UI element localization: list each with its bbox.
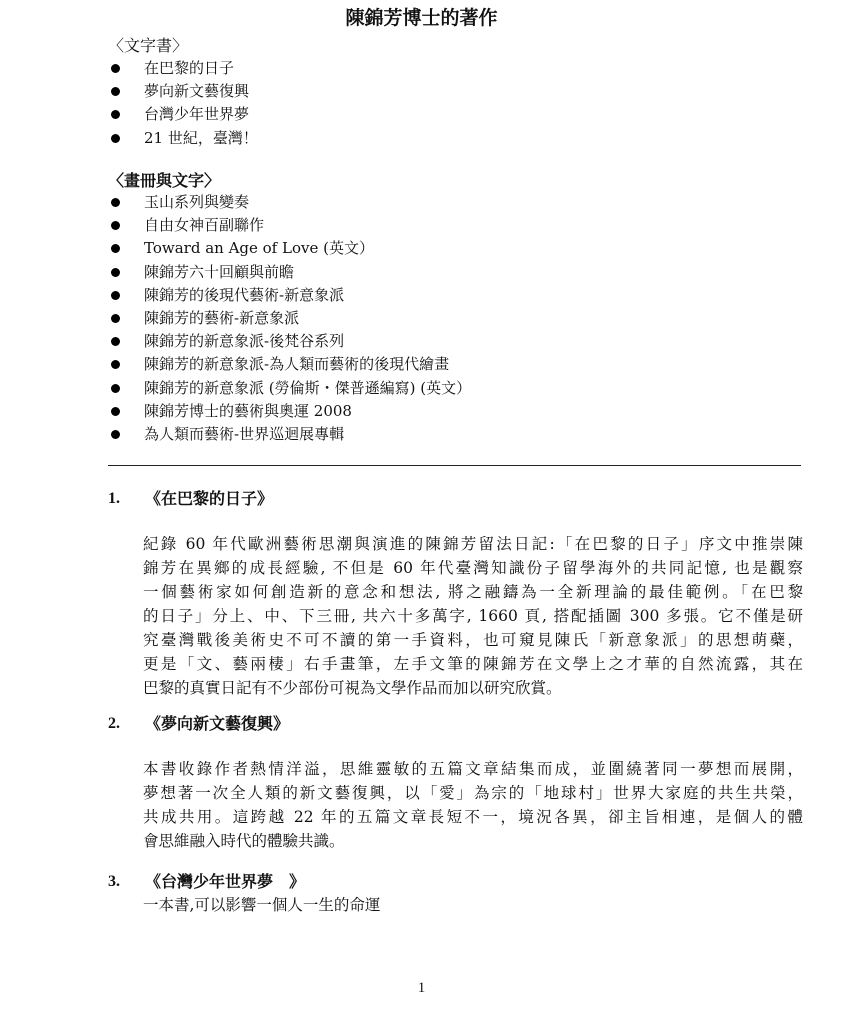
- text-books-list: [108, 57, 258, 150]
- section-title: 《夢向新文藝復興》: [145, 714, 290, 733]
- bullet-icon: [111, 268, 120, 277]
- horizontal-divider: [108, 465, 801, 466]
- page-number: 1: [417, 980, 426, 996]
- section-paragraph: 本書收錄作者熱情洋溢，思維靈敏的五篇文章結集而成，並圍繞著同一夢想而展開， 夢想著一次全人類的新文藝復興，以「愛」為宗的「地球村」世界大家庭的共生共榮， 共成共用。這跨越 22 年的五篇文章長短不一，境況各異，卻主旨相連，是個人的體 會思維融入時代的體驗共識。: [143, 760, 803, 850]
- list-item: Toward an Age of Love (英文）: [108, 237, 471, 260]
- list-item: 在巴黎的日子: [108, 57, 258, 80]
- list-item: 陳錦芳的藝術-新意象派: [108, 307, 471, 330]
- section-number: 2.: [108, 715, 120, 732]
- bullet-icon: [111, 87, 120, 96]
- list-item: 21 世紀，臺灣！: [108, 127, 258, 150]
- category-heading-text-books: 〈文字書〉: [108, 36, 189, 55]
- category-heading-albums: 〈畫冊與文字〉: [108, 171, 221, 190]
- list-item: 夢向新文藝復興: [108, 80, 258, 103]
- bullet-icon: [111, 407, 120, 416]
- list-item: 陳錦芳六十回顧與前瞻: [108, 261, 471, 284]
- list-item: 陳錦芳的新意象派 (勞倫斯・傑普遜編寫) (英文）: [108, 377, 471, 400]
- section-title: 《在巴黎的日子》: [145, 489, 274, 508]
- section-text: 一本書,可以影響一個人一生的命運: [143, 896, 381, 914]
- list-item: 自由女神百副聯作: [108, 214, 471, 237]
- list-item: 玉山系列與變奏: [108, 191, 471, 214]
- bullet-icon: [111, 430, 120, 439]
- list-item: 陳錦芳的新意象派-後梵谷系列: [108, 330, 471, 353]
- bullet-icon: [111, 134, 120, 143]
- section-title: 《台灣少年世界夢 》: [145, 872, 306, 891]
- list-item: 為人類而藝術-世界巡迴展專輯: [108, 423, 471, 446]
- bullet-icon: [111, 64, 120, 73]
- bullet-icon: [111, 198, 120, 207]
- bullet-icon: [111, 314, 120, 323]
- section-number: 3.: [108, 873, 120, 890]
- bullet-icon: [111, 221, 120, 230]
- bullet-icon: [111, 244, 120, 253]
- bullet-icon: [111, 384, 120, 393]
- bullet-icon: [111, 110, 120, 119]
- section-paragraph: 紀錄 60 年代歐洲藝術思潮與演進的陳錦芳留法日記:「在巴黎的日子」序文中推崇陳 錦芳在異鄉的成長經驗, 不但是 60 年代臺灣知識份子留學海外的共同記憶, 也是觀察 一個藝術家如何創造新的意念和想法, 將之融鑄為一全新理論的最佳範例。「在巴黎 的日子」分上、中、下三冊, 共六十多萬字, 1660 頁, 搭配插圖 300 多張。它不僅是研 究臺灣戰後美術史不可不讀的第一手資料，也可窺見陳氏「新意象派」的思想萌蘗， 更是「文、藝兩棲」右手畫筆，左手文筆的陳錦芳在文學上之才華的自然流露，其在 巴黎的真實日記有不少部份可視為文學作品而加以研究欣賞。: [143, 535, 803, 697]
- section-number: 1.: [108, 490, 120, 507]
- list-item: 陳錦芳的新意象派-為人類而藝術的後現代繪畫: [108, 353, 471, 376]
- albums-list: [108, 191, 471, 446]
- list-item: 台灣少年世界夢: [108, 103, 258, 126]
- page-title: 陳錦芳博士的著作: [345, 7, 498, 29]
- bullet-icon: [111, 360, 120, 369]
- bullet-icon: [111, 291, 120, 300]
- list-item: 陳錦芳的後現代藝術-新意象派: [108, 284, 471, 307]
- bullet-icon: [111, 337, 120, 346]
- list-item: 陳錦芳博士的藝術與奧運 2008: [108, 400, 471, 423]
